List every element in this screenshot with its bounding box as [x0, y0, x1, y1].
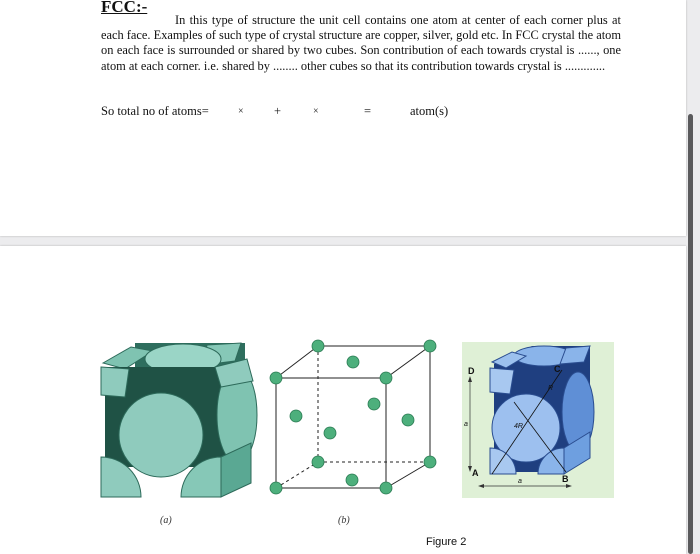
label-edge-horizontal: a [518, 478, 522, 485]
label-d: D [468, 366, 475, 376]
section-heading: FCC:- [101, 0, 148, 16]
label-edge-vertical: a [464, 421, 468, 428]
formula-equals: = [364, 104, 372, 118]
label-c: C [554, 364, 561, 374]
formula-times-1: × [238, 106, 244, 117]
label-r: R [548, 385, 554, 392]
formula-times-2: × [313, 106, 319, 117]
label-4r: 4R [514, 423, 523, 430]
formula-unit: atom(s) [410, 104, 449, 118]
document-page-2 [0, 246, 686, 554]
label-a: A [472, 468, 479, 478]
figure-title: Figure 2 [426, 536, 467, 548]
body-paragraph: In this type of structure the unit cell contains one atom at center of each corner plus at each face. Examples of such type of crystal structure are copper, silver, gold etc. In FCC crystal the atom on each face is surrounded or shared by two cubes. Son contribution of each towards crystal is ......, one atom at each corner. i.e. shared by ........ other cubes so that its contribution towards crystal is ............. [101, 13, 621, 73]
figure-c-fcc-unit-cell [462, 342, 614, 498]
figure-a-fcc-sphere-model [95, 337, 265, 499]
formula-label: So total no of atoms= [101, 104, 209, 118]
document-page-1 [0, 0, 686, 236]
formula-plus: + [274, 104, 282, 118]
vertical-scrollbar[interactable] [688, 114, 693, 554]
figure-b-fcc-lattice [268, 340, 438, 502]
figure-a-caption: (a) [160, 515, 172, 526]
label-b: B [562, 474, 569, 484]
figure-b-caption: (b) [338, 515, 350, 526]
